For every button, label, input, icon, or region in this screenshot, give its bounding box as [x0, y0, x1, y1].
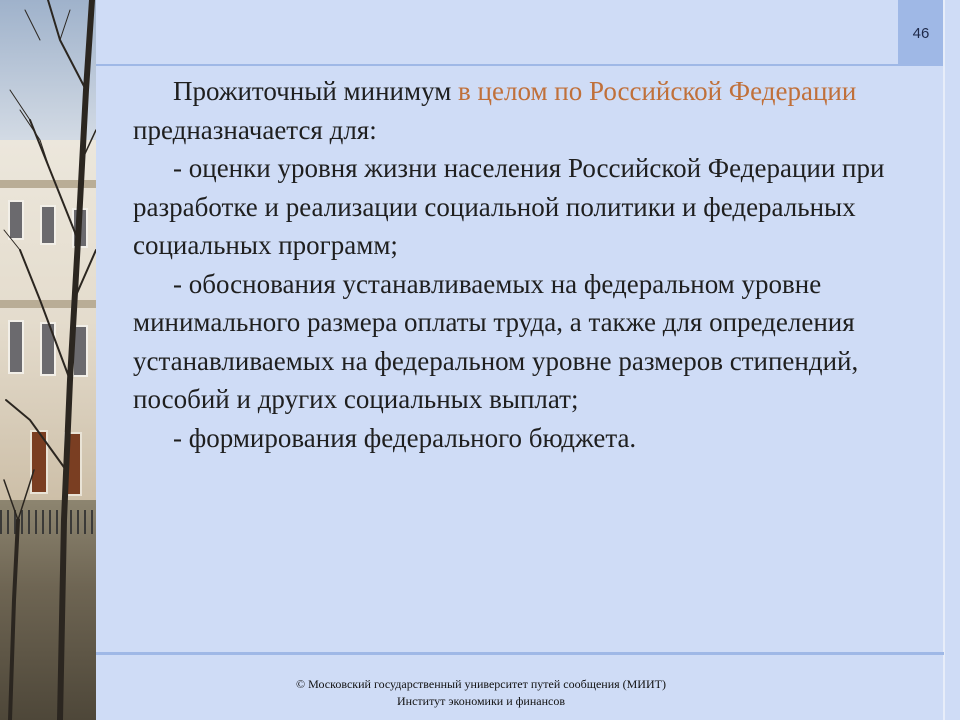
footer-copyright: © Московский государственный университет путей сообщения (МИИТ) [296, 677, 666, 691]
bottom-divider [96, 652, 944, 655]
intro-text: Прожиточный минимум [173, 76, 459, 106]
intro-accent: в целом по Российской Федерации [458, 76, 857, 106]
intro-paragraph [133, 72, 923, 149]
photo-trees [0, 0, 96, 720]
list-item-2: - обоснования устанавливаемых на федеральном уровне минимального размера оплаты труда, а также для определения устанавливаемых на федеральном уровне размеров стипендий, пособий и других социальных выплат; [133, 268, 859, 414]
intro-text-end: предназначается для: [133, 114, 377, 145]
slide-number-box [898, 0, 944, 66]
campus-photo [0, 0, 96, 720]
footer [96, 676, 866, 710]
right-divider [943, 0, 945, 720]
slide-number: 46 [912, 24, 930, 42]
list-item-3: - формирования федерального бюджета. [173, 422, 637, 453]
top-divider [96, 64, 944, 66]
list-item-1: - оценки уровня жизни населения Российской Федерации при разработке и реализации социальной политики и федеральных социальных программ; [133, 153, 885, 260]
slide-body [133, 72, 923, 457]
footer-institute: Институт экономики и финансов [396, 694, 566, 708]
